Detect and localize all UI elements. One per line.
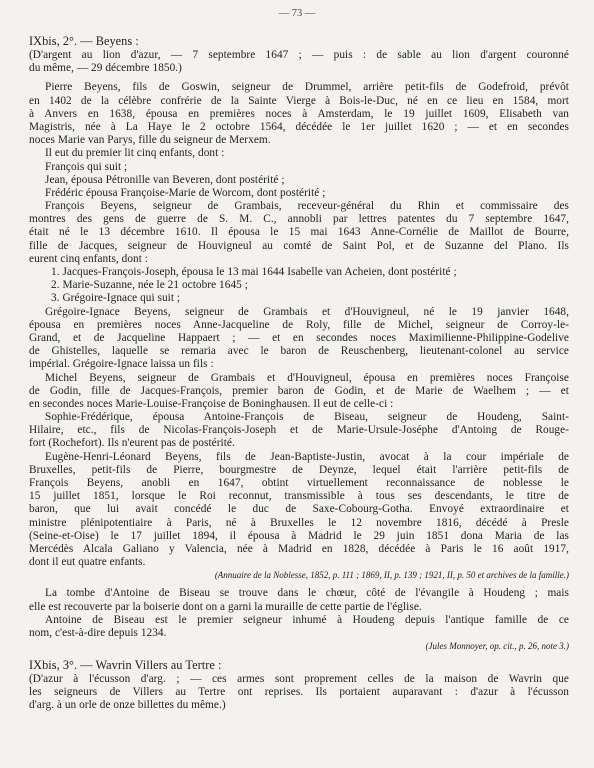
paragraph-line: Magistris, née à La Haye le 2 octobre 1564, décédée le 1er juillet 1620 ; — et en secondes — [29, 120, 569, 133]
list-item: 3. Grégoire-Ignace qui suit ; — [51, 292, 181, 305]
paragraph-line: montres des gens de guerre de S. M. C., annobli par lettres patentes du 7 septembre 1647, — [29, 213, 569, 226]
paragraph-line: elle est recouverte par la boiserie dont on a garni la muraille de cette partie de l'église. — [29, 600, 422, 613]
paragraph-line: La tombe d'Antoine de Biseau se trouve dans le chœur, côté de l'évangile à Houdeng ; mais — [45, 587, 569, 600]
paragraph-line: Pierre Beyens, fils de Goswin, seigneur de Drummel, arrière petit-fils de Godefroid, prévôt — [45, 81, 569, 94]
source-reference: (Jules Monnoyer, op. cit., p. 26, note 3.) — [425, 641, 569, 652]
paragraph-line: Sophie-Frédérique, épousa Antoine-François de Biseau, seigneur de Houdeng, Saint- — [45, 411, 569, 424]
source-reference: (Annuaire de la Noblesse, 1852, p. 111 ; 1869, II, p. 139 ; 1921, II, p. 50 et archives de la famille.) — [214, 570, 569, 581]
paragraph-line: noces Marie van Parys, fille du seigneur de Merxem. — [29, 134, 271, 147]
section-heading: IXbis, 2°. — Beyens : — [29, 34, 139, 48]
paragraph-line: nom, c'est-à-dire depuis 1234. — [29, 626, 167, 639]
paragraph-line: dont il eut quatre enfants. — [29, 556, 146, 569]
paragraph-line: impérial. Grégoire-Ignace laissa un fils : — [29, 358, 214, 371]
paragraph-line: 15 juillet 1851, lorsque le Roi reconnut, transmissible à tous ses descendants, le titre de — [29, 490, 569, 503]
blazon-line: (D'azur à l'écusson d'arg. ; — ces armes sont proprement celles de la maison de Wavrin que — [29, 673, 569, 686]
blazon-line: du même, — 29 décembre 1850.) — [29, 62, 182, 75]
blazon-line: (D'argent au lion d'azur, — 7 septembre 1647 ; — puis : de sable au lion d'argent couronné — [29, 49, 569, 61]
paragraph-line: était né le 13 décembre 1610. Il épousa le 15 mai 1643 Anne-Cornélie de Maillot de Bourre, — [29, 226, 569, 239]
paragraph-line: en secondes noces Marie-Louise-Françoise de Boninghausen. Il eut de celle-ci : — [29, 397, 394, 410]
blazon-line: les seigneurs de Villers au Tertre ont reprises. Ils portaient auparavant : d'azur à l'écusson — [29, 686, 569, 699]
paragraph-line: Bruxelles, petit-fils de Pierre, bourgmestre de Deynze, lequel était l'arrière petit-fils de — [29, 463, 569, 476]
paragraph-line: Grégoire-Ignace Beyens, seigneur de Grambais et d'Houvigneul, né le 19 janvier 1648, — [45, 305, 569, 318]
paragraph-line: baron, que lui avait concédé le duc de Saxe-Cobourg-Gotha. Envoyé extraordinaire et — [29, 503, 569, 516]
paragraph-line: de Godin, fille de Jacques-François, premier baron de Godin, et de Marie de Waelhem ; — et — [29, 384, 569, 397]
list-item: 1. Jacques-François-Joseph, épousa le 13 mai 1644 Isabelle van Acheien, dont postérité ; — [51, 266, 457, 278]
paragraph-line: fort (Rochefort). Ils n'eurent pas de postérité. — [29, 437, 235, 450]
blazon-line: d'arg. à un orle de onze billettes du même.) — [29, 699, 226, 712]
list-item: Jean, épousa Pétronille van Beveren, dont postérité ; — [45, 173, 285, 186]
list-item: Frédéric épousa Françoise-Marie de Worcom, dont postérité ; — [45, 186, 326, 199]
paragraph-line: Grand, et de Jacqueline Happaert ; — et en secondes noces Maximilienne-Philippine-Godelive — [29, 331, 569, 344]
paragraph-line: Eugène-Henri-Léonard Beyens, fils de Jean-Baptiste-Justin, avocat à la cour impériale de — [45, 450, 569, 463]
paragraph-line: Hilaire, etc., fils de Nicolas-François-Joseph et de Marie-Ursule-Joséphe d'Antoing de Rouge- — [29, 424, 569, 437]
paragraph-line: eurent cinq enfants, dont : — [29, 252, 148, 265]
paragraph-line: (Seine-et-Oise) le 17 juillet 1894, il épousa à Madrid le 29 juin 1851 dona Maria de las — [29, 529, 569, 542]
paragraph-line: Michel Beyens, seigneur de Grambais et d'Houvigneul, épousa en premières noces Françoise — [45, 371, 569, 384]
list-item: 2. Marie-Suzanne, née le 21 octobre 1645 ; — [51, 279, 248, 292]
paragraph-line: François Beyens, anobli en 1647, obtint virtuellement reconnaissance de noblesse le — [29, 477, 569, 489]
paragraph-line: de Ghistelles, laquelle se remaria avec le baron de Reuschenberg, lieutenant-colonel au service — [29, 345, 569, 358]
document-body — [29, 34, 569, 713]
page-number: — 73 — — [278, 8, 316, 19]
paragraph-line: Antoine de Biseau est le premier seigneur inhumé à Houdeng depuis l'antique famille de ce — [45, 613, 569, 626]
section-heading: IXbis, 3°. — Wavrin Villers au Tertre : — [29, 658, 222, 673]
paragraph-line: Mercédès Alcala Galiano y Valencia, née à Madrid en 1828, décédée à Paris le 16 août 1917, — [29, 542, 569, 555]
paragraph-line: fille de Jacques, seigneur de Houvigneul au comté de Saint Pol, et de Suzanne del Plano. Ils — [29, 239, 569, 252]
paragraph-line: François Beyens, seigneur de Grambais, receveur-général du Rhin et commissaire des — [45, 200, 569, 213]
paragraph-line: ministre plénipotentiaire à Paris, né à Bruxelles le 12 novembre 1816, décédé à Presle — [29, 516, 569, 529]
paragraph-line: épousa en premières noces Anne-Jacqueline de Roly, fille de Michel, seigneur de Corroy-le- — [29, 318, 569, 331]
paragraph-line: Il eut du premier lit cinq enfants, dont : — [45, 147, 225, 160]
paragraph-line: en 1402 de la célèbre confrérie de la Sainte Vierge à Bois-le-Duc, né en ce lieu en 1584, mort — [29, 94, 569, 107]
paragraph-line: à Anvers en 1638, épousa en premières noces à Amsterdam, le 19 juillet 1609, Elisabeth van — [29, 107, 569, 120]
list-item: François qui suit ; — [45, 160, 128, 173]
